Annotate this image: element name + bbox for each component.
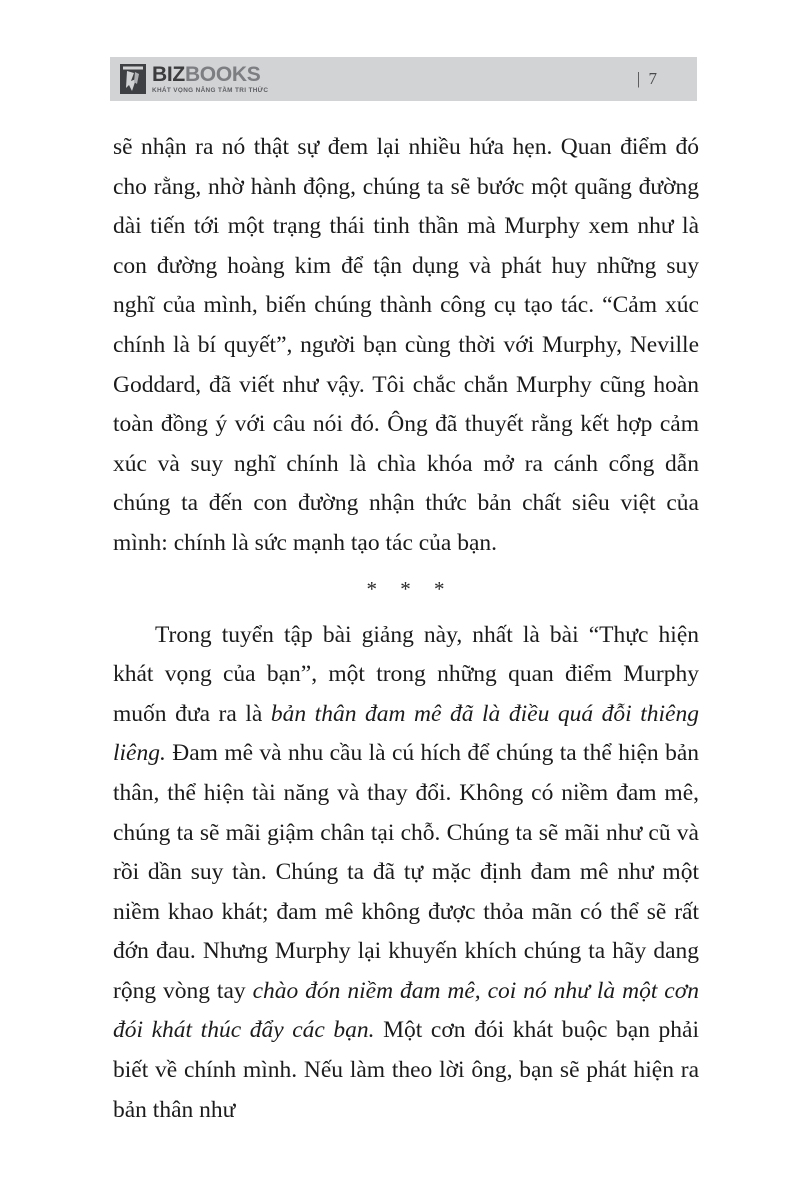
brand-tagline: KHÁT VỌNG NÂNG TẦM TRI THỨC	[152, 86, 269, 94]
brand-text-block	[152, 64, 268, 94]
paragraph-body	[113, 616, 699, 1131]
wordmark-books: BOOKS	[184, 62, 261, 86]
page-header	[110, 57, 697, 101]
paragraph-emphasis-1: bản thân đam mê đã là điều quá đỗi thiêng liêng.	[113, 700, 699, 767]
paragraph-segment-3: Đam mê và nhu cầu là cú hích để chúng ta thể hiện bản thân, thể hiện tài năng và thay đổi. Không có niềm đam mê, chúng ta sẽ mãi giậm chân tại chỗ. Chúng ta sẽ mãi như cũ và rồi dần suy tàn. Chúng ta đã tự mặc định đam mê như một niềm khao khát; đam mê không được thỏa mãn có thể sẽ rất đớn đau. Nhưng Murphy lại khuyến khích chúng ta hãy dang rộng vòng tay	[113, 740, 699, 1004]
section-divider-glyphs: * * *	[366, 577, 454, 602]
wordmark-biz: BIZ	[152, 62, 185, 86]
section-divider	[113, 564, 699, 616]
paragraph-segment-1: Trong tuyển tập bài giảng này, nhất là bài “Thực hiện khát vọng của bạn”, một trong những quan điểm Murphy muốn đưa ra là	[113, 621, 699, 727]
page-content	[113, 128, 699, 1130]
bizbooks-logo	[110, 64, 268, 94]
brand-wordmark	[152, 64, 268, 85]
paragraph-emphasis-2: chào đón niềm đam mê, coi nó như là một cơn đói khát thúc đẩy các bạn.	[113, 977, 699, 1044]
book-emblem-icon	[120, 64, 146, 94]
paragraph-segment-5: Một cơn đói khát buộc bạn phải biết về chính mình. Nếu làm theo lời ông, bạn sẽ phát hiện ra bản thân như	[113, 1017, 699, 1123]
paragraph-continuation: sẽ nhận ra nó thật sự đem lại nhiều hứa hẹn. Quan điểm đó cho rằng, nhờ hành động, chúng ta sẽ bước một quãng đường dài tiến tới một trạng thái tinh thần mà Murphy xem như là con đường hoàng kim để tận dụng và phát huy những suy nghĩ của mình, biến chúng thành công cụ tạo tác. “Cảm xúc chính là bí quyết”, người bạn cùng thời với Murphy, Neville Goddard, đã viết như vậy. Tôi chắc chắn Murphy cũng hoàn toàn đồng ý với câu nói đó. Ông đã thuyết rằng kết hợp cảm xúc và suy nghĩ chính là chìa khóa mở ra cánh cổng dẫn chúng ta đến con đường nhận thức bản chất siêu việt của mình: chính là sức mạnh tạo tác của bạn.	[113, 134, 699, 556]
page-number: | 7	[636, 69, 659, 88]
